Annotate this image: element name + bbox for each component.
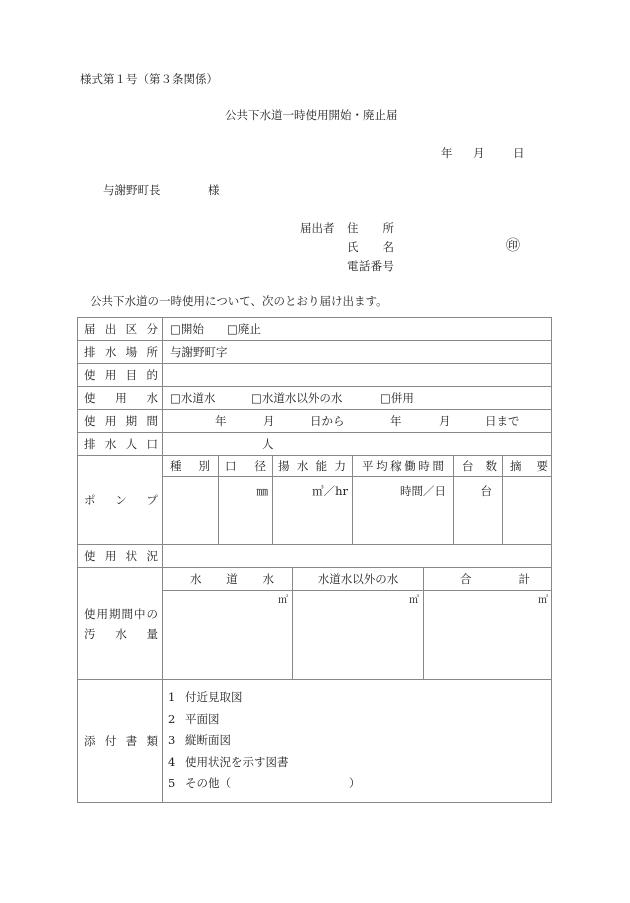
sewage-grid [163,568,552,679]
pump-remarks-field[interactable] [503,477,552,544]
row-label [78,568,163,679]
row-period [78,410,551,433]
period-start-month: 月 [263,414,275,428]
period-field[interactable] [163,410,551,432]
addressee-name: 与謝野町長 [103,183,161,197]
water-source-field [163,387,551,409]
attachment-item [168,687,551,709]
discharge-location-field[interactable] [163,341,551,363]
sewage-header-row [163,568,552,591]
row-label [78,410,163,432]
attachment-text: 使用状況を示す図書 [185,754,289,769]
usage-status-field[interactable] [163,545,551,567]
pump-type-field[interactable] [163,477,219,544]
document-title: 公共下水道一時使用開始・廃止届 [225,108,398,122]
label-population: 排水人口 [84,437,158,451]
label-period: 使用期間 [84,414,158,428]
row-usage-status [78,545,551,568]
pump-body-row [163,477,552,544]
checkbox-start[interactable]: □開始 [170,322,204,336]
pump-count-field[interactable]: 台 [454,477,503,544]
date-year-label: 年 [441,146,453,160]
period-end-day: 日まで [485,414,520,428]
pump-header-diameter: 口径 [219,456,273,476]
checkbox-tap-water[interactable]: □水道水 [170,391,216,405]
label-sewage-line-2: 汚水量 [84,626,158,641]
label-discharge-location: 排水場所 [84,345,158,359]
label-attachments: 添付書類 [84,734,158,748]
checkbox-combined[interactable]: □併用 [380,391,414,405]
row-label [78,364,163,386]
addressee-honorific: 様 [208,183,220,197]
row-discharge-location [78,341,551,364]
applicant-label: 届出者 [300,221,335,235]
pump-header-count: 台数 [454,456,503,476]
population-unit: 人 [262,437,274,451]
pump-header-capacity: 揚水能力 [273,456,353,476]
attachment-text: 付近見取図 [185,690,243,704]
form-number: 様式第１号（第３条関係） [80,72,218,86]
applicant-name-label: 氏名 [347,240,394,254]
pump-header-type: 種別 [163,456,219,476]
sewage-header-tap-water: 水道水 [163,568,293,590]
row-label [78,341,163,363]
pump-diameter-field[interactable]: ㎜ [219,477,273,544]
row-attachments [78,680,551,802]
label-purpose: 使用目的 [84,368,158,382]
sewage-body-row [163,591,552,679]
label-pump: ポンプ [84,493,158,507]
applicant-name-field[interactable] [347,240,394,254]
row-label [78,456,163,544]
attachment-item [168,773,551,795]
date-month-label: 月 [473,146,485,160]
checkbox-non-tap-water[interactable]: □水道水以外の水 [251,391,343,405]
population-field[interactable] [163,433,551,455]
period-end-month: 月 [439,414,451,428]
attachment-text: 平面図 [185,711,220,726]
notification-type-field [163,318,551,340]
label-notification-type: 届出区分 [84,322,158,336]
purpose-field[interactable] [163,364,551,386]
row-label [78,387,163,409]
attachment-number: 1 [168,690,176,704]
checkbox-stop[interactable]: □廃止 [227,322,261,336]
row-sewage-volume [78,568,551,680]
applicant-phone-label: 電話番号 [347,259,394,273]
sewage-header-non-tap-water: 水道水以外の水 [293,568,424,590]
application-form-table [77,317,552,803]
row-water-source [78,387,551,410]
row-label [78,545,163,567]
date-day-label: 日 [513,146,525,160]
attachment-number: 3 [168,733,176,747]
attachment-item [168,709,551,731]
period-start-year: 年 [215,414,227,428]
period-start-day: 日から [310,414,345,428]
attachment-number: 4 [168,754,176,769]
sewage-tap-water-field[interactable]: ㎥ [163,591,293,679]
sewage-non-tap-water-field[interactable]: ㎥ [293,591,424,679]
pump-capacity-field[interactable]: ㎥／hr [273,477,353,544]
pump-header-row [163,456,552,477]
label-sewage-line-1: 使用期間中の [84,606,158,621]
attachment-text: その他（ [185,776,231,790]
attachment-close-paren: ） [349,776,361,790]
attachment-item [168,730,551,752]
attachments-list [163,680,551,802]
applicant-phone-field[interactable] [347,259,394,273]
label-water-source: 使用水 [84,391,158,405]
row-purpose [78,364,551,387]
pump-hours-field[interactable]: 時間／日 [353,477,454,544]
label-usage-status: 使用状況 [84,549,158,563]
pump-header-hours: 平均稼働時間 [353,456,454,476]
seal-icon: ㊞ [506,238,520,254]
attachment-other-field[interactable] [231,773,349,795]
applicant-address-field[interactable] [347,221,394,235]
pump-header-remarks: 摘要 [510,459,548,473]
row-notification-type [78,318,551,341]
applicant-address-label: 住所 [347,221,394,235]
sewage-total-field[interactable]: ㎥ [538,595,548,606]
period-end-year: 年 [390,414,402,428]
attachment-item [168,752,551,774]
attachment-number: 5 [168,776,176,790]
discharge-location-prefix: 与謝野町字 [170,345,228,359]
row-label [78,318,163,340]
row-population [78,433,551,456]
pump-grid [163,456,552,544]
attachment-number: 2 [168,711,176,726]
row-pump [78,456,551,545]
attachment-text: 縦断面図 [185,733,231,747]
sewage-header-total: 合計 [460,572,530,586]
row-label [78,680,163,802]
row-label [78,433,163,455]
intro-text: 公共下水道の一時使用について、次のとおり届け出ます。 [90,294,388,308]
